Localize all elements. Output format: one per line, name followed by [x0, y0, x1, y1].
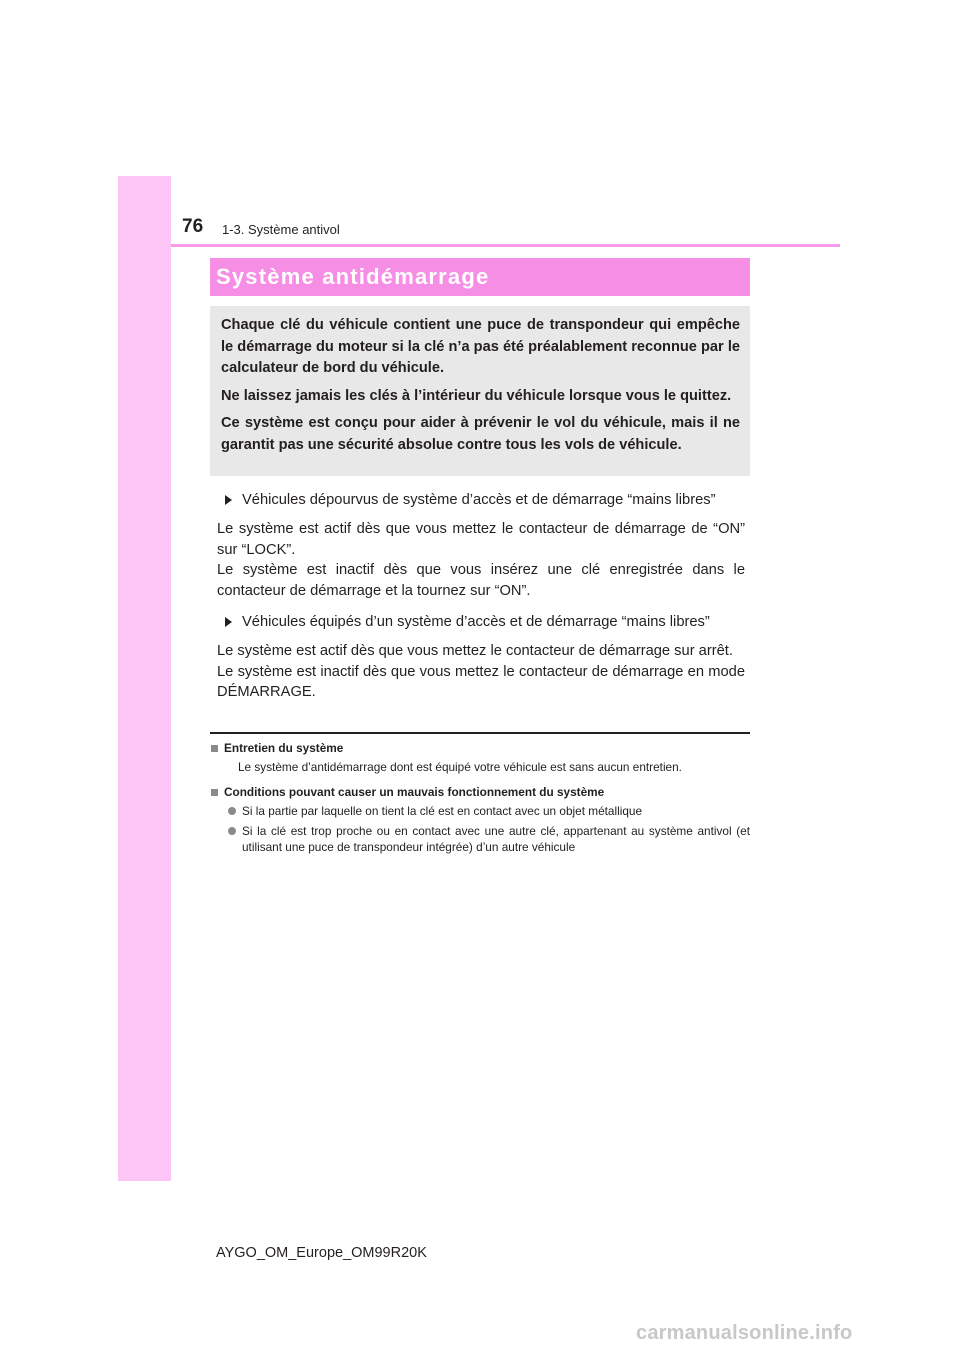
note-text: Le système d’antidémarrage dont est équipé votre véhicule est sans aucun entretien.	[238, 760, 682, 774]
watermark: carmanualsonline.info	[636, 1322, 853, 1344]
note-list-item-text: Si la partie par laquelle on tient la clé est en contact avec un objet métallique	[242, 804, 643, 818]
circle-bullet-icon	[228, 827, 236, 835]
header-divider	[171, 244, 840, 247]
note-heading	[210, 740, 750, 756]
side-color-band	[118, 176, 171, 1181]
case-heading-text: Véhicules dépourvus de système d’accès et de démarrage “mains libres”	[242, 492, 716, 508]
section-label: 1-3. Système antivol	[222, 222, 340, 237]
triangle-bullet-icon	[225, 495, 232, 505]
case-text-line: Le système est actif dès que vous mettez le contacteur de démarrage de “ON” sur “LOCK”. Le système est inactif dès que vous insérez une clé enregistrée dans le contacteur de démarrage et la tournez sur “ON”.	[217, 521, 745, 599]
intro-paragraph: Ne laissez jamais les clés à l’intérieur du véhicule lorsque vous le quittez.	[221, 387, 732, 404]
intro-box	[210, 306, 750, 476]
intro-paragraph: Ce système est conçu pour aider à prévenir le vol du véhicule, mais il ne garantit pas une sécurité absolue contre tous les vols de véhicule.	[221, 415, 740, 453]
square-bullet-icon	[211, 789, 218, 796]
case-heading-text: Véhicules équipés d’un système d’accès et de démarrage “mains libres”	[242, 614, 710, 630]
page-number: 76	[182, 216, 204, 237]
square-bullet-icon	[211, 745, 218, 752]
case-heading	[217, 612, 745, 632]
note-list-item	[210, 803, 750, 819]
triangle-bullet-icon	[225, 617, 232, 627]
main-body	[217, 490, 745, 714]
case-heading	[217, 490, 745, 510]
case-text	[217, 641, 745, 703]
case-text	[217, 519, 745, 601]
note-heading	[210, 784, 750, 800]
note-list-item-text: Si la clé est trop proche ou en contact avec une autre clé, appartenant au système antivol (et utilisant une puce de transpondeur intégrée) d’un autre véhicule	[242, 824, 750, 854]
notes-divider	[210, 732, 750, 734]
circle-bullet-icon	[228, 807, 236, 815]
note-list-item	[210, 823, 750, 855]
note-heading-text: Conditions pouvant causer un mauvais fonctionnement du système	[224, 785, 605, 799]
note-heading-text: Entretien du système	[224, 741, 344, 755]
title-bar	[210, 258, 750, 296]
footer-doc-code: AYGO_OM_Europe_OM99R20K	[216, 1245, 427, 1261]
page-title: Système antidémarrage	[216, 264, 490, 289]
case-text-line: Le système est actif dès que vous mettez le contacteur de démarrage sur arrêt. Le système est inactif dès que vous mettez le contacteur de démarrage en mode DÉMARRAGE.	[217, 643, 745, 700]
intro-paragraph: Chaque clé du véhicule contient une puce de transpondeur qui empêche le démarrage du moteur si la clé n’a pas été préalablement reconnue par le calculateur de bord du véhicule.	[221, 317, 740, 376]
notes-section	[210, 740, 750, 859]
